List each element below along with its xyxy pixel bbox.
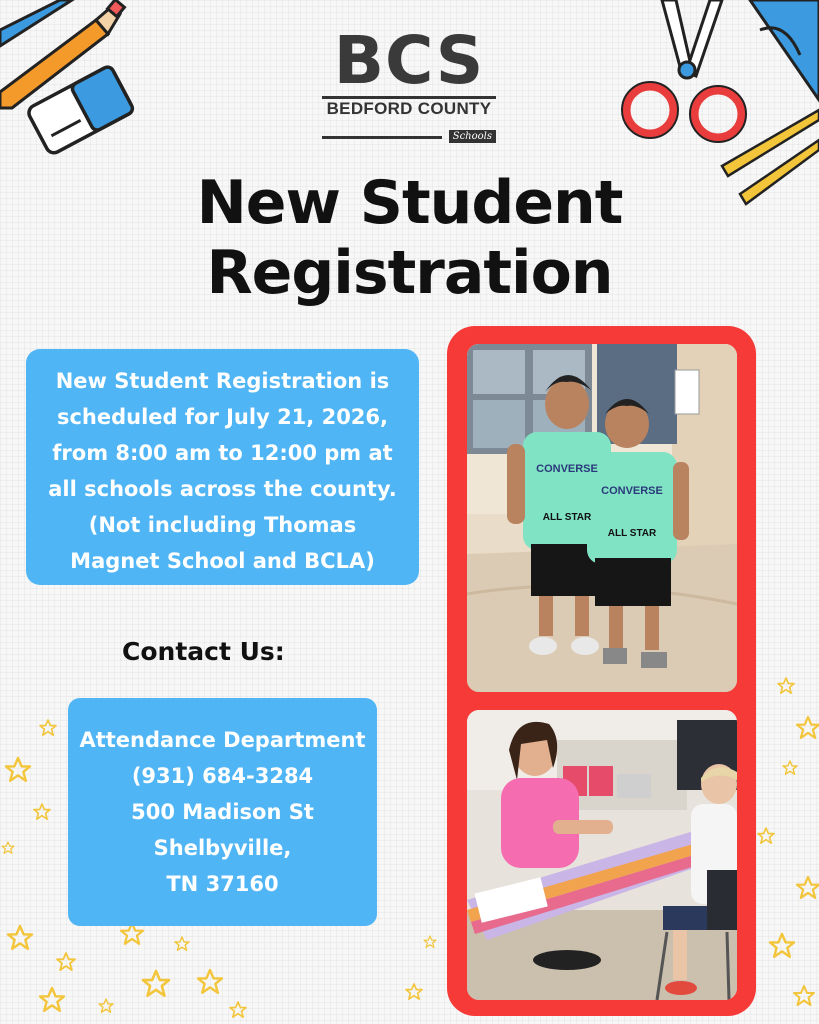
- info-line: scheduled for July 21, 2026,: [56, 405, 389, 429]
- info-line: New Student Registration is: [55, 369, 390, 393]
- contact-info-box: [68, 698, 377, 926]
- contact-street: 500 Madison St: [131, 800, 314, 824]
- pencil-eraser-decoration: [0, 0, 150, 170]
- photo-teacher-student: [467, 710, 737, 1000]
- info-line: from 8:00 am to 12:00 pm at: [52, 441, 393, 465]
- info-line: all schools across the county.: [48, 477, 397, 501]
- page-title: [0, 168, 819, 308]
- photo-students-hallway: [467, 344, 737, 692]
- shirt-text-1: ALL STAR: [542, 512, 592, 523]
- registration-info-box: [26, 349, 419, 585]
- bcs-logo: [322, 22, 496, 142]
- contact-heading: Contact Us:: [122, 637, 285, 666]
- logo-sub-text: BEDFORD COUNTY: [322, 96, 496, 118]
- contact-department: Attendance Department: [79, 728, 366, 752]
- title-line-2: Registration: [206, 238, 613, 308]
- shirt-brand-1: CONVERSE: [536, 463, 598, 475]
- title-line-1: New Student: [196, 168, 623, 238]
- shirt-text-2: ALL STAR: [607, 528, 657, 539]
- contact-state-zip: TN 37160: [166, 872, 279, 896]
- info-line: (Not including Thomas: [88, 513, 357, 537]
- contact-city: Shelbyville,: [153, 836, 292, 860]
- logo-main-text: BCS: [333, 22, 485, 99]
- shirt-brand-2: CONVERSE: [601, 485, 663, 497]
- photo-frame: [447, 326, 756, 1016]
- logo-underline: [322, 136, 442, 139]
- info-line: Magnet School and BCLA): [70, 549, 375, 573]
- contact-phone[interactable]: (931) 684-3284: [131, 764, 314, 788]
- logo-tag-text: Schools: [449, 130, 496, 143]
